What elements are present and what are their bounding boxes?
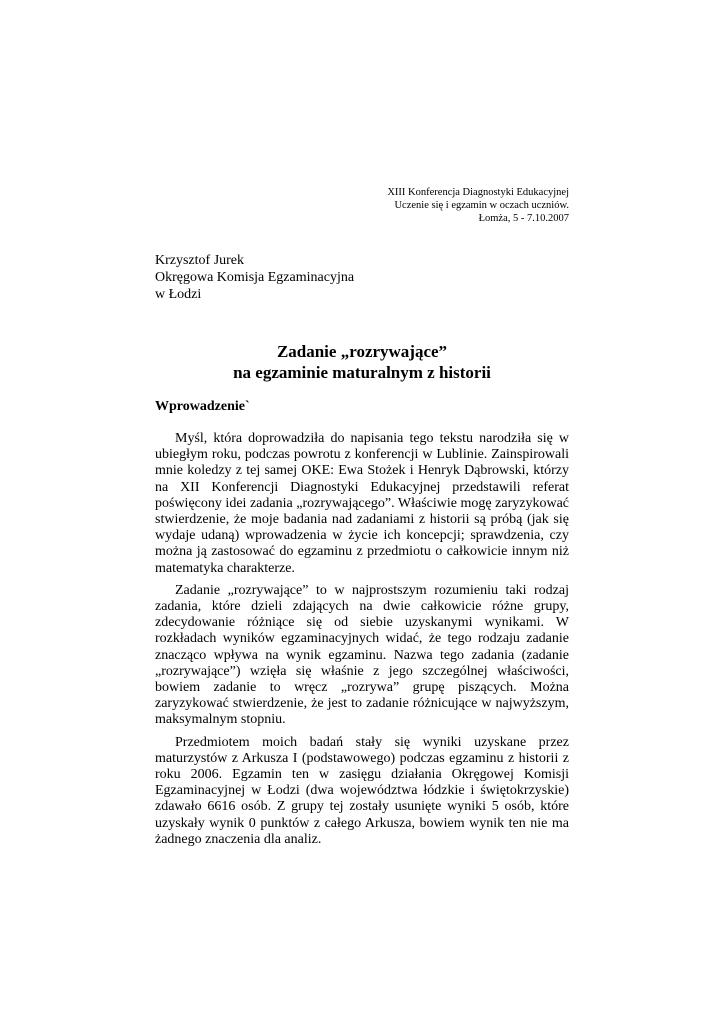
author-block [155, 252, 354, 303]
conference-header [387, 186, 569, 225]
section-heading: Wprowadzenie` [155, 399, 250, 414]
title-line-2: na egzaminie maturalnym z historii [233, 363, 491, 382]
paragraph-2: Zadanie „rozrywające” to w najprostszym rozumieniu taki rodzaj zadania, które dzieli zdających na dwie całkowicie różne grupy, zdecydowanie różniące się od siebie uzyskanymi wynikami. W rozkładach wyników egzaminacyjnych widać, że tego rodzaju zadanie znacząco wpływa na wynik egzaminu. Nazwa tego zadania (zadanie „rozrywające”) wzięła się właśnie z jego szczególnej właściwości, bowiem zadanie to wręcz „rozrywa” grupę piszących. Można zaryzykować stwierdzenie, że jest to zadanie różnicujące w najwyższym, maksymalnym stopniu. [155, 582, 569, 728]
author-name: Krzysztof Jurek [155, 253, 245, 268]
conference-place-date: Łomża, 5 - 7.10.2007 [478, 213, 569, 224]
author-city: w Łodzi [155, 287, 202, 302]
author-institution: Okręgowa Komisja Egzaminacyjna [155, 270, 355, 285]
paragraph-3: Przedmiotem moich badań stały się wyniki uzyskane przez maturzystów z Arkusza I (podstawowego) podczas egzaminu z historii z roku 2006. Egzamin ten w zasięgu działania Okręgowej Komisji Egzaminacyjnej w Łodzi (dwa województwa łódzkie i świętokrzyskie) zdawało 6616 osób. Z grupy tej zostały usunięte wyniki 5 osób, które uzyskały wynik 0 punktów z całego Arkusza, bowiem wynik ten nie ma żadnego znaczenia dla analiz. [155, 734, 569, 847]
conference-name: XIII Konferencja Diagnostyki Edukacyjnej [387, 187, 569, 198]
title-line-1: Zadanie „rozrywające” [276, 342, 448, 361]
conference-theme: Uczenie się i egzamin w oczach uczniów. [394, 200, 569, 211]
body-text [155, 431, 569, 849]
paragraph-1: Myśl, która doprowadziła do napisania tego tekstu narodziła się w ubiegłym roku, podczas powrotu z konferencji w Lublinie. Zainspirowali mnie koledzy z tej samej OKE: Ewa Stożek i Henryk Dąbrowski, którzy na XII Konferencji Diagnostyki Edukacyjnej przedstawili referat poświęcony idei zadania „rozrywającego”. Właściwie mogę zaryzykować stwierdzenie, że moje badania nad zadaniami z historii są próbą (jak się wydaje udaną) wprowadzenia w życie ich koncepcji; sprawdzenia, czy można ją zastosować do egzaminu z przedmiotu o całkowicie innym niż matematyka charakterze. [155, 431, 569, 576]
paper-title [155, 341, 569, 383]
